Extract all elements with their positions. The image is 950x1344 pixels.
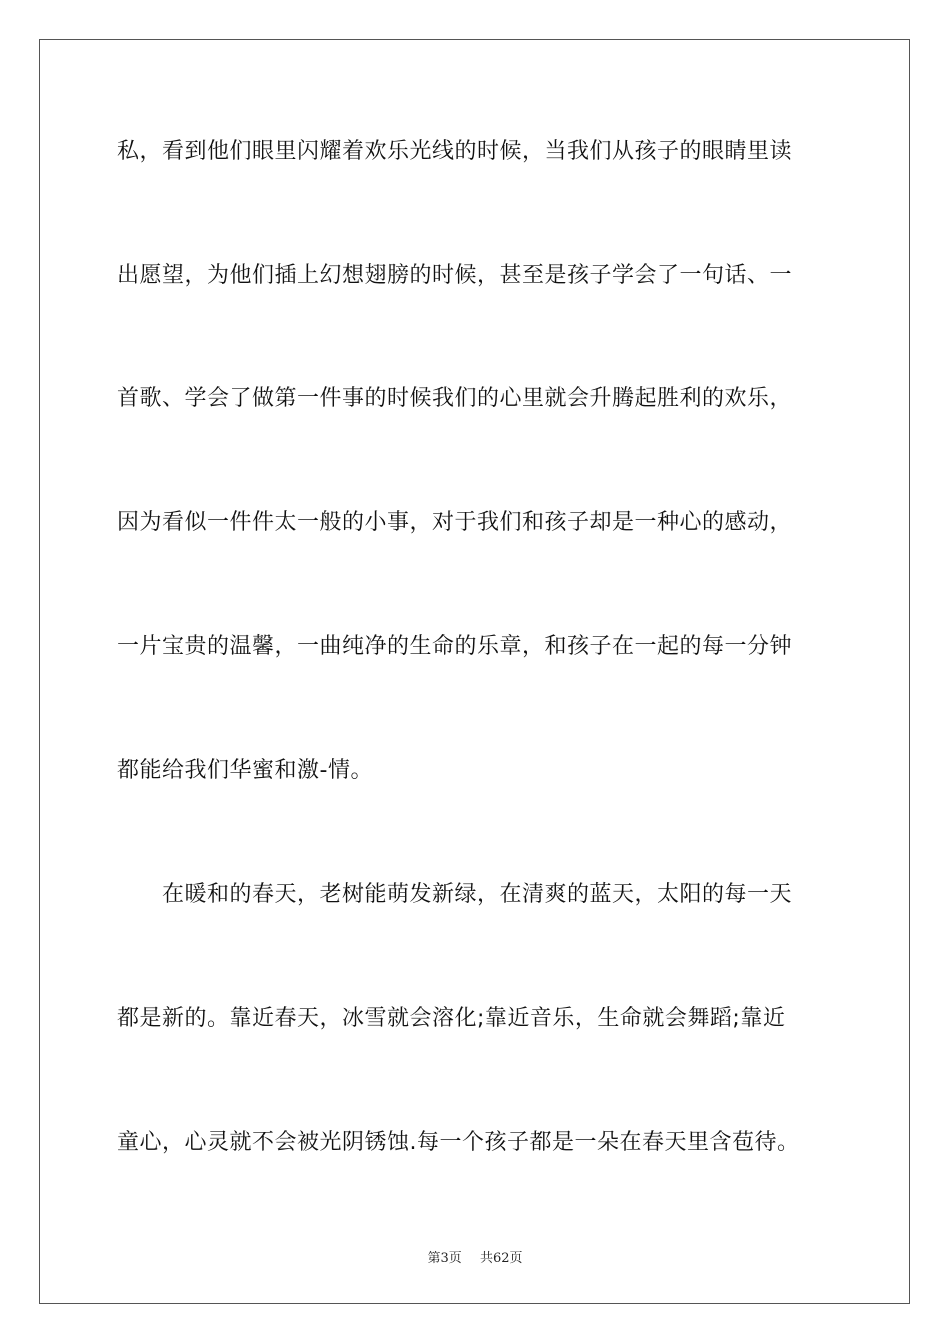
page-total: 共62页	[479, 1251, 523, 1266]
body-text-line: 在暖和的春天，老树能萌发新绿，在清爽的蓝天，太阳的每一天	[117, 882, 793, 907]
page-number: 第3页	[427, 1251, 462, 1266]
page-footer	[0, 1247, 950, 1266]
body-text-line: 都是新的。靠近春天，冰雪就会溶化;靠近音乐，生命就会舞蹈;靠近	[117, 1006, 786, 1031]
body-text-line: 童心，心灵就不会被光阴锈蚀.每一个孩子都是一朵在春天里含苞待。	[117, 1130, 800, 1155]
body-text-line: 一片宝贵的温馨，一曲纯净的生命的乐章，和孩子在一起的每一分钟	[117, 634, 793, 659]
body-text-line: 出愿望，为他们插上幻想翅膀的时候，甚至是孩子学会了一句话、一	[117, 263, 793, 288]
page-border	[39, 39, 910, 1304]
body-text-line: 都能给我们华蜜和激-情。	[117, 758, 373, 783]
body-text-line: 首歌、学会了做第一件事的时候我们的心里就会升腾起胜利的欢乐，	[117, 386, 793, 411]
body-text-line: 私，看到他们眼里闪耀着欢乐光线的时候，当我们从孩子的眼睛里读	[117, 139, 793, 164]
body-text-line: 因为看似一件件太一般的小事，对于我们和孩子却是一种心的感动，	[117, 510, 793, 535]
